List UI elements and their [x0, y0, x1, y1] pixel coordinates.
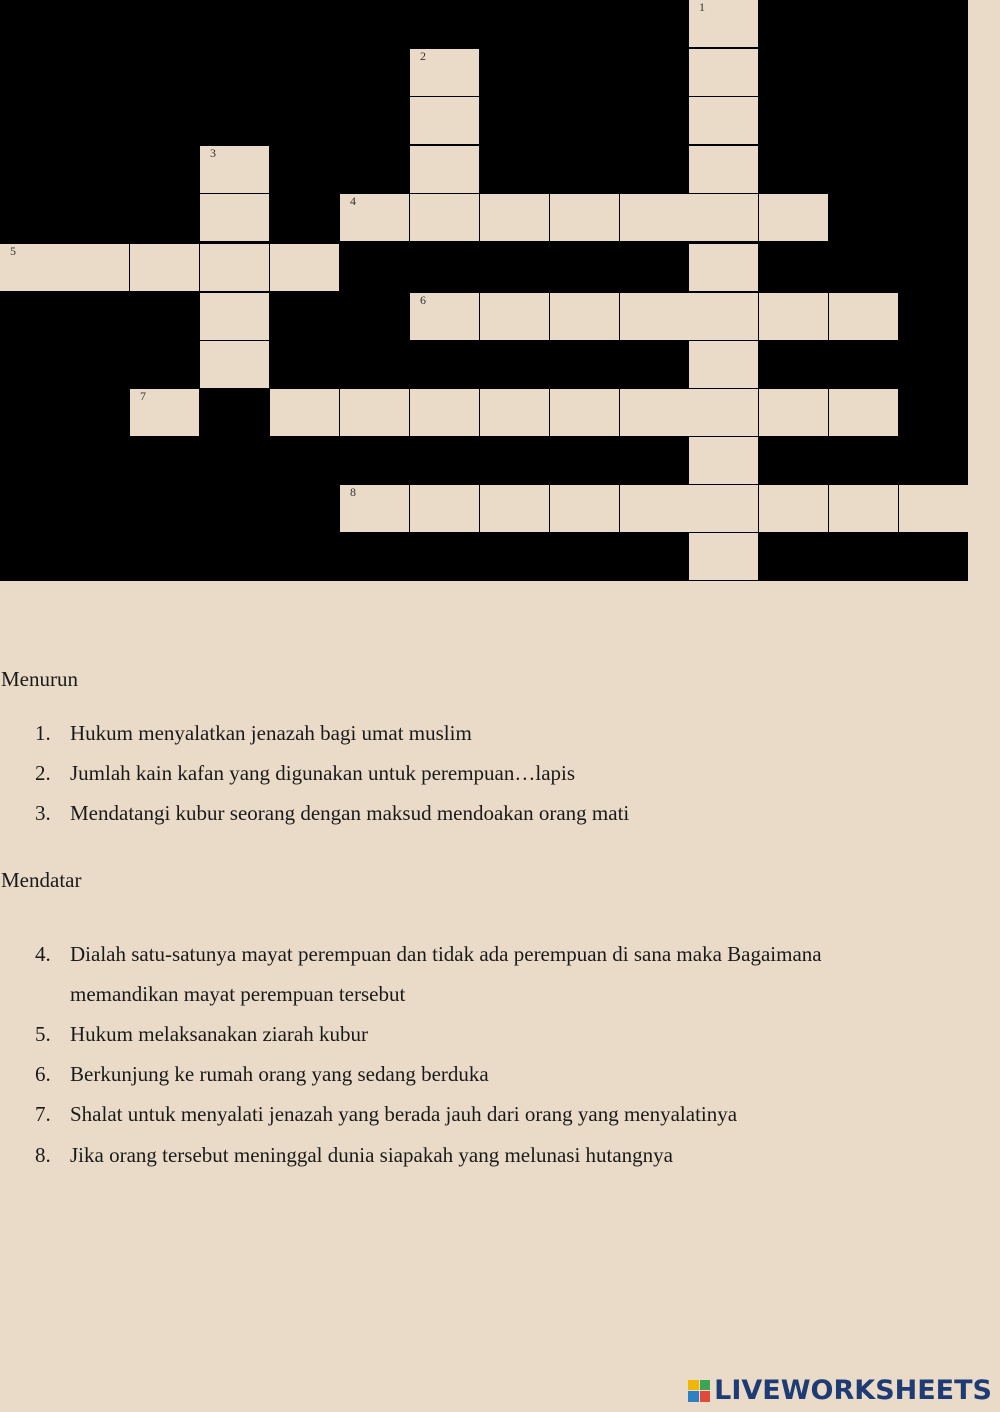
crossword-cell[interactable] — [689, 293, 758, 340]
crossword-cell[interactable] — [759, 389, 828, 436]
clue-number: 2. — [35, 761, 51, 785]
crossword-cell[interactable] — [829, 485, 898, 532]
crossword-cell[interactable] — [689, 49, 758, 96]
crossword-cell[interactable] — [620, 194, 689, 241]
down-heading: Menurun — [1, 667, 78, 691]
crossword-cell[interactable] — [340, 485, 409, 532]
crossword-cell[interactable] — [270, 244, 339, 291]
crossword-cell[interactable] — [200, 293, 269, 340]
crossword-cell[interactable] — [550, 194, 619, 241]
clue-number: 3. — [35, 801, 51, 825]
clue-number-label: 5 — [10, 244, 16, 258]
clue-text: Mendatangi kubur seorang dengan maksud mendoakan orang mati — [70, 801, 630, 825]
crossword-cell[interactable] — [689, 194, 758, 241]
clue-number: 1. — [35, 721, 51, 745]
crossword-cell[interactable] — [899, 485, 968, 532]
crossword-cell[interactable] — [759, 194, 828, 241]
clue-text: Hukum melaksanakan ziarah kubur — [70, 1022, 368, 1046]
crossword-cell[interactable] — [620, 389, 689, 436]
clue-number: 6. — [35, 1062, 51, 1086]
clue-text: Dialah satu-satunya mayat perempuan dan tidak ada perempuan di sana maka Bagaimana memandikan mayat perempuan tersebut — [70, 942, 822, 1006]
clue-down-2 — [35, 753, 935, 793]
crossword-cell[interactable] — [130, 244, 199, 291]
clue-number-label: 8 — [350, 485, 356, 499]
clue-across-7 — [35, 1094, 935, 1134]
crossword-cell[interactable] — [620, 485, 689, 532]
crossword-cell[interactable] — [480, 389, 549, 436]
crossword-cell[interactable] — [410, 389, 479, 436]
clue-across-5 — [35, 1014, 935, 1054]
clue-number: 4. — [35, 942, 51, 966]
crossword-cell[interactable] — [200, 194, 269, 241]
brand-name: LIVEWORKSHEETS — [714, 1375, 992, 1406]
crossword-cell[interactable] — [689, 97, 758, 144]
crossword-cell[interactable] — [340, 194, 409, 241]
crossword-cell[interactable] — [410, 485, 479, 532]
crossword-cell[interactable] — [689, 244, 758, 291]
crossword-cell[interactable] — [759, 485, 828, 532]
clue-across-6 — [35, 1054, 935, 1094]
crossword-cell[interactable] — [550, 389, 619, 436]
clue-across-8 — [35, 1135, 935, 1175]
crossword-cell[interactable] — [480, 293, 549, 340]
clue-number: 5. — [35, 1022, 51, 1046]
clue-text: Jumlah kain kafan yang digunakan untuk perempuan…lapis — [70, 761, 576, 785]
crossword-cell[interactable] — [759, 293, 828, 340]
clue-number-label: 2 — [420, 49, 426, 63]
clue-text: Jika orang tersebut meninggal dunia siapakah yang melunasi hutangnya — [70, 1143, 674, 1167]
clue-text: Shalat untuk menyalati jenazah yang berada jauh dari orang yang menyalatinya — [70, 1102, 738, 1126]
crossword-cell[interactable] — [480, 194, 549, 241]
clue-number-label: 3 — [210, 146, 216, 160]
crossword-grid — [0, 0, 968, 581]
clue-number: 8. — [35, 1143, 51, 1167]
clue-across-4 — [35, 934, 935, 1014]
crossword-cell[interactable] — [270, 389, 339, 436]
crossword-cell[interactable] — [410, 194, 479, 241]
crossword-cell[interactable] — [410, 146, 479, 193]
crossword-cell[interactable] — [689, 533, 758, 580]
clue-down-1 — [35, 713, 935, 753]
crossword-cell[interactable] — [550, 485, 619, 532]
crossword-cell[interactable] — [0, 244, 69, 291]
crossword-cell[interactable] — [130, 389, 199, 436]
crossword-cell[interactable] — [689, 389, 758, 436]
crossword-cell[interactable] — [620, 293, 689, 340]
crossword-cell[interactable] — [200, 244, 269, 291]
clue-text: Hukum menyalatkan jenazah bagi umat muslim — [70, 721, 472, 745]
crossword-cell[interactable] — [689, 437, 758, 484]
clue-text: Berkunjung ke rumah orang yang sedang berduka — [70, 1062, 489, 1086]
crossword-cell[interactable] — [340, 389, 409, 436]
logo-mark-icon — [688, 1380, 710, 1402]
crossword-cell[interactable] — [200, 146, 269, 193]
crossword-cell[interactable] — [689, 146, 758, 193]
crossword-cell[interactable] — [480, 485, 549, 532]
clue-number-label: 1 — [699, 0, 705, 14]
crossword-cell[interactable] — [410, 97, 479, 144]
crossword-cell[interactable] — [410, 49, 479, 96]
crossword-cell[interactable] — [829, 389, 898, 436]
clue-down-3 — [35, 793, 935, 833]
crossword-cell[interactable] — [689, 341, 758, 388]
crossword-cell[interactable] — [689, 485, 758, 532]
crossword-cell[interactable] — [689, 0, 758, 47]
crossword-cell[interactable] — [60, 244, 129, 291]
clue-number-label: 7 — [140, 389, 146, 403]
crossword-cell[interactable] — [410, 293, 479, 340]
clue-number-label: 6 — [420, 293, 426, 307]
crossword-cell[interactable] — [200, 341, 269, 388]
liveworksheets-logo — [688, 1375, 992, 1406]
across-heading: Mendatar — [1, 868, 82, 892]
crossword-cell[interactable] — [829, 293, 898, 340]
clue-number-label: 4 — [350, 194, 356, 208]
clue-number: 7. — [35, 1102, 51, 1126]
crossword-cell[interactable] — [550, 293, 619, 340]
